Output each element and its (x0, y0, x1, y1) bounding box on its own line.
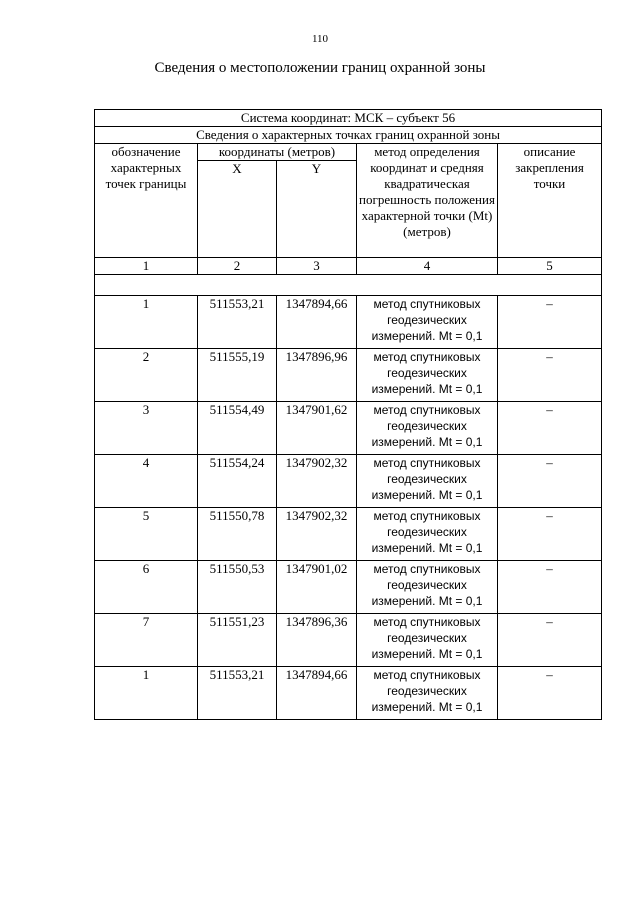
blank-row (95, 275, 602, 296)
table-row (95, 402, 602, 455)
x-coordinate-cell: 511553,21 (198, 667, 277, 720)
x-coordinate-cell: 511554,49 (198, 402, 277, 455)
y-coordinate-cell: 1347902,32 (277, 508, 357, 561)
method-cell: метод спутниковых геодезических измерений. Mt = 0,1 (357, 402, 498, 455)
table-row (95, 561, 602, 614)
table-row (95, 296, 602, 349)
x-coordinate-cell: 511553,21 (198, 296, 277, 349)
table-row (95, 349, 602, 402)
method-cell: метод спутниковых геодезических измерений. Mt = 0,1 (357, 508, 498, 561)
table-row (95, 455, 602, 508)
table-row (95, 667, 602, 720)
method-cell: метод спутниковых геодезических измерений. Mt = 0,1 (357, 667, 498, 720)
method-cell: метод спутниковых геодезических измерений. Mt = 0,1 (357, 455, 498, 508)
section-header-row (95, 127, 602, 144)
method-cell: метод спутниковых геодезических измерений. Mt = 0,1 (357, 614, 498, 667)
description-cell: – (498, 667, 602, 720)
column-number: 4 (357, 258, 498, 275)
y-coordinate-cell: 1347894,66 (277, 296, 357, 349)
point-cell: 7 (95, 614, 198, 667)
column-number: 2 (198, 258, 277, 275)
description-cell: – (498, 455, 602, 508)
y-coordinate-cell: 1347894,66 (277, 667, 357, 720)
description-cell: – (498, 614, 602, 667)
header-point: обозначение характерных точек границы (95, 144, 198, 258)
y-coordinate-cell: 1347896,96 (277, 349, 357, 402)
point-cell: 2 (95, 349, 198, 402)
method-cell: метод спутниковых геодезических измерений. Mt = 0,1 (357, 349, 498, 402)
x-coordinate-cell: 511551,23 (198, 614, 277, 667)
description-cell: – (498, 296, 602, 349)
x-coordinate-cell: 511550,53 (198, 561, 277, 614)
x-coordinate-cell: 511554,24 (198, 455, 277, 508)
column-header-row (95, 144, 602, 161)
column-number-row (95, 258, 602, 275)
page-number: 110 (311, 33, 329, 45)
method-cell: метод спутниковых геодезических измерений. Mt = 0,1 (357, 561, 498, 614)
point-cell: 4 (95, 455, 198, 508)
description-cell: – (498, 561, 602, 614)
table-row (95, 614, 602, 667)
boundary-points-table (94, 109, 602, 720)
coordinate-system-row (95, 110, 602, 127)
column-number: 3 (277, 258, 357, 275)
point-cell: 1 (95, 667, 198, 720)
point-cell: 1 (95, 296, 198, 349)
section-label: Сведения о характерных точках границ охранной зоны (95, 127, 602, 144)
header-description: описание закрепления точки (498, 144, 602, 258)
description-cell: – (498, 349, 602, 402)
column-number: 1 (95, 258, 198, 275)
description-cell: – (498, 508, 602, 561)
header-x: X (198, 161, 277, 258)
point-cell: 3 (95, 402, 198, 455)
description-cell: – (498, 402, 602, 455)
y-coordinate-cell: 1347901,02 (277, 561, 357, 614)
point-cell: 5 (95, 508, 198, 561)
x-coordinate-cell: 511550,78 (198, 508, 277, 561)
y-coordinate-cell: 1347901,62 (277, 402, 357, 455)
point-cell: 6 (95, 561, 198, 614)
column-number: 5 (498, 258, 602, 275)
coordinate-system-label: Система координат: МСК – субъект 56 (95, 110, 602, 127)
method-cell: метод спутниковых геодезических измерений. Mt = 0,1 (357, 296, 498, 349)
y-coordinate-cell: 1347896,36 (277, 614, 357, 667)
blank-cell (95, 275, 602, 296)
y-coordinate-cell: 1347902,32 (277, 455, 357, 508)
header-method: метод определения координат и средняя квадратическая погрешность положения характерной точки (Mt) (метров) (357, 144, 498, 258)
x-coordinate-cell: 511555,19 (198, 349, 277, 402)
header-y: Y (277, 161, 357, 258)
table-row (95, 508, 602, 561)
header-coords: координаты (метров) (198, 144, 357, 161)
page-title: Сведения о местоположении границ охранной зоны (154, 60, 486, 76)
